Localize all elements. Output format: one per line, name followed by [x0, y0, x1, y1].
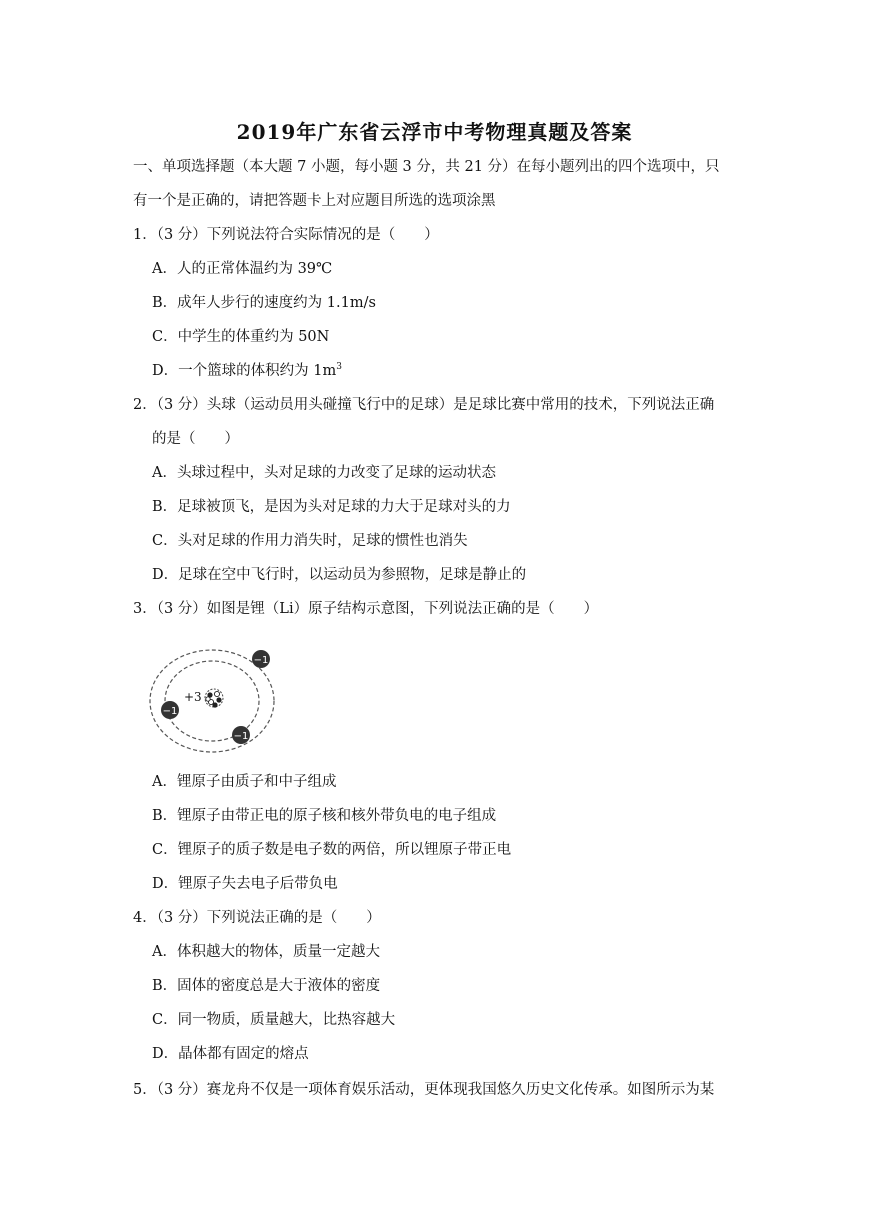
- question-4-option-a: A．体积越大的物体，质量一定越大: [152, 944, 380, 960]
- question-3-option-d: D．锂原子失去电子后带负电: [152, 876, 338, 892]
- question-4-option-d: D．晶体都有固定的熔点: [152, 1046, 309, 1062]
- question-2-option-d: D．足球在空中飞行时，以运动员为参照物，足球是静止的: [152, 567, 527, 583]
- electron-charge-label: −1: [253, 655, 269, 666]
- question-1-option-d: [152, 361, 342, 381]
- electron-left: [161, 701, 179, 719]
- question-2-option-c: C．头对足球的作用力消失时，足球的惯性也消失: [152, 533, 468, 549]
- electron-charge-label: −1: [233, 731, 249, 742]
- electron-bottom: [232, 726, 250, 744]
- electron-top-right: [252, 650, 270, 668]
- question-4-option-c: C．同一物质，质量越大，比热容越大: [152, 1012, 396, 1028]
- section-instructions-line1: 一、单项选择题（本大题 7 小题，每小题 3 分，共 21 分）在每小题列出的四个选项中，只: [133, 159, 720, 175]
- question-2-option-b: B．足球被顶飞，是因为头对足球的力大于足球对头的力: [152, 499, 511, 515]
- question-5-stem: 5．（3 分）赛龙舟不仅是一项体育娱乐活动，更体现我国悠久历史文化传承。如图所示为某: [133, 1082, 715, 1098]
- cubic-superscript: 3: [336, 362, 342, 372]
- question-1-option-a: A．人的正常体温约为 39℃: [152, 261, 333, 277]
- question-3-option-b: B．锂原子由带正电的原子核和核外带负电的电子组成: [152, 808, 497, 824]
- question-3-option-a: A．锂原子由质子和中子组成: [152, 774, 337, 790]
- question-1-option-b: B．成年人步行的速度约为 1.1m/s: [152, 295, 376, 311]
- question-1-option-c: C．中学生的体重约为 50N: [152, 329, 330, 345]
- question-2-stem-line2: 的是（ ）: [152, 431, 239, 447]
- question-4-stem: 4．（3 分）下列说法正确的是（ ）: [133, 910, 381, 926]
- question-3-stem: 3．（3 分）如图是锂（Li）原子结构示意图，下列说法正确的是（ ）: [133, 601, 599, 617]
- question-1-stem: 1．（3 分）下列说法符合实际情况的是（ ）: [133, 227, 439, 243]
- question-4-option-b: B．固体的密度总是大于液体的密度: [152, 978, 381, 994]
- question-2-stem-line1: 2．（3 分）头球（运动员用头碰撞飞行中的足球）是足球比赛中常用的技术，下列说法正确: [133, 397, 715, 413]
- lithium-atom-diagram: [148, 638, 282, 753]
- question-1-option-d-text: D．一个篮球的体积约为 1m: [152, 363, 337, 379]
- question-3-option-c: C．锂原子的质子数是电子数的两倍，所以锂原子带正电: [152, 842, 512, 858]
- question-2-option-a: A．头球过程中，头对足球的力改变了足球的运动状态: [152, 465, 496, 481]
- nucleus: [205, 689, 223, 708]
- electron-charge-label: −1: [162, 706, 178, 717]
- nucleus-charge-label: +3: [184, 690, 202, 704]
- document-title: 2019年广东省云浮市中考物理真题及答案: [236, 120, 633, 144]
- section-instructions-line2: 有一个是正确的，请把答题卡上对应题目所选的选项涂黑: [133, 193, 496, 209]
